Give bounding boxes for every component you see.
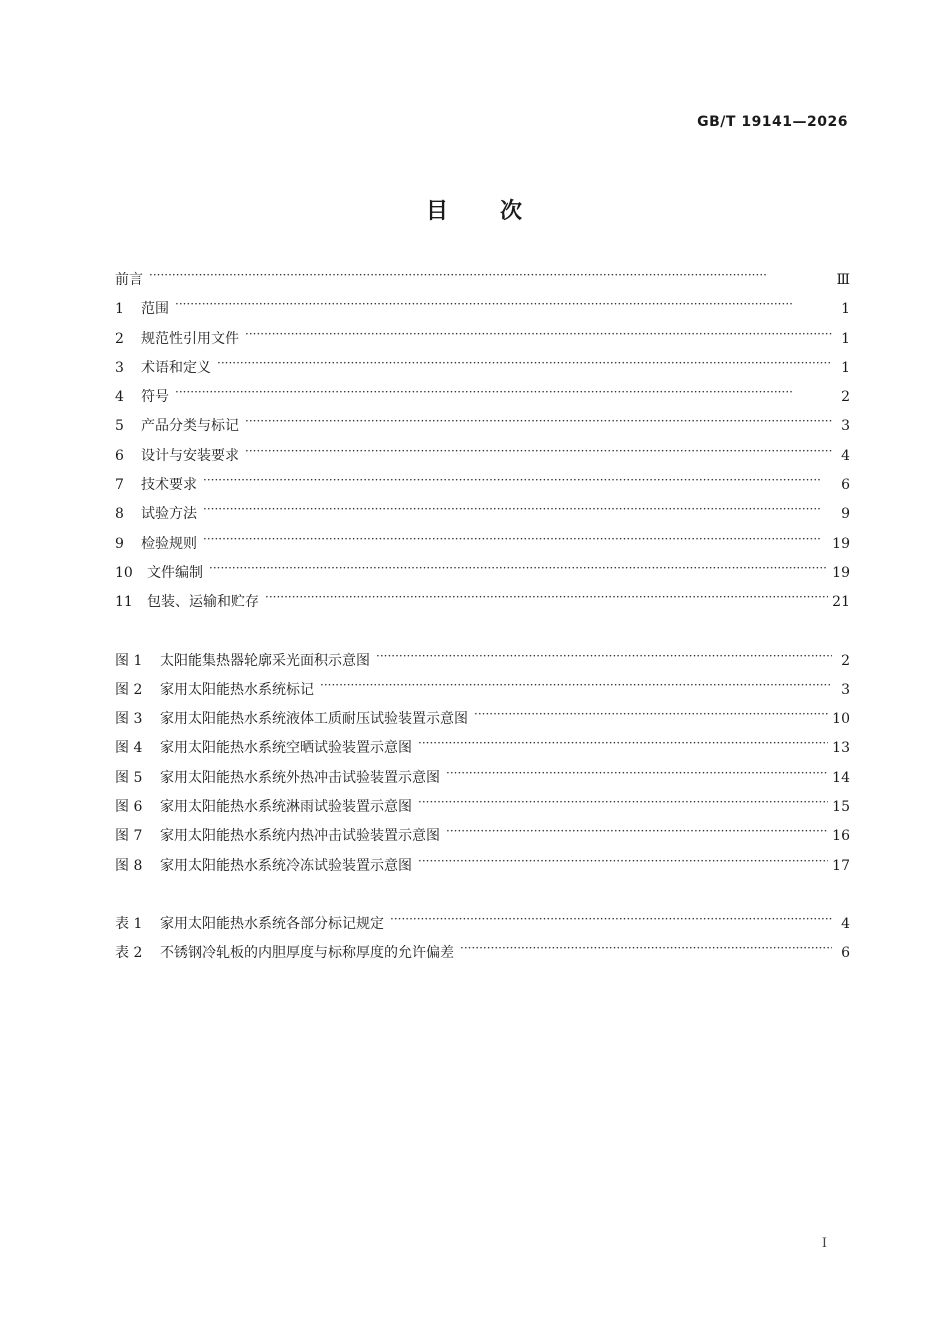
title-part-2: 次 (500, 199, 525, 224)
toc-dot-leader (245, 446, 832, 460)
toc-dot-leader (175, 387, 832, 401)
toc-entry-page: 13 (832, 740, 850, 757)
toc-entry-label: 规范性引用文件 (141, 330, 239, 347)
toc-entry[interactable] (115, 503, 850, 532)
toc-dot-leader (149, 270, 832, 284)
toc-entry-number: 4 (115, 389, 124, 406)
toc-entry-page: 19 (832, 535, 850, 552)
toc-entry-label: 太阳能集热器轮廓采光面积示意图 (160, 652, 370, 669)
toc-entry-label: 家用太阳能热水系统液体工质耐压试验装置示意图 (160, 711, 468, 728)
toc-dot-leader (203, 504, 832, 518)
toc-entry[interactable] (115, 474, 850, 503)
toc-entry-page: 14 (832, 769, 850, 786)
toc-dot-leader (418, 797, 828, 811)
toc-entry[interactable] (115, 855, 850, 884)
toc-entry-number: 表 1 (115, 915, 143, 932)
toc-entry-page: 1 (841, 330, 850, 347)
toc-entry-page: 9 (841, 506, 850, 523)
toc-entry-label: 试验方法 (141, 506, 197, 523)
toc-entry-label: 检验规则 (141, 535, 197, 552)
toc-figures (115, 650, 850, 884)
toc-dot-leader (460, 943, 832, 957)
toc-dot-leader (175, 299, 832, 313)
toc-dot-leader (446, 768, 828, 782)
toc-entry[interactable] (115, 650, 850, 679)
toc-entry-page: 4 (841, 447, 850, 464)
toc-tables (115, 913, 850, 972)
toc-entry-number: 1 (115, 301, 124, 318)
toc-dot-leader (217, 358, 832, 372)
toc-entry-label: 不锈钢冷轧板的内胆厚度与标称厚度的允许偏差 (160, 945, 454, 962)
toc-entry-page: 6 (841, 477, 850, 494)
toc-entry-label: 家用太阳能热水系统内热冲击试验装置示意图 (160, 828, 440, 845)
toc-entry-page: 16 (832, 828, 850, 845)
toc-entry-number: 2 (115, 330, 124, 347)
page-title (0, 194, 950, 225)
toc-entry-number: 7 (115, 477, 124, 494)
toc-entry-number: 图 5 (115, 769, 143, 786)
toc-dot-leader (376, 651, 832, 665)
toc-entry-page: 4 (841, 915, 850, 932)
standard-code: GB/T 19141—2026 (697, 114, 848, 130)
toc-entry-page: 6 (841, 945, 850, 962)
toc-entry-label: 符号 (141, 389, 169, 406)
toc-dot-leader (446, 826, 828, 840)
toc-entry-number: 5 (115, 418, 124, 435)
toc-dot-leader (245, 416, 832, 430)
toc-dot-leader (209, 563, 828, 577)
toc-entry[interactable] (115, 942, 850, 971)
toc-entry-page: 3 (841, 418, 850, 435)
toc-entry-label: 技术要求 (141, 477, 197, 494)
toc-dot-leader (203, 534, 828, 548)
toc-entry-number: 图 7 (115, 828, 143, 845)
toc-entry-page: 2 (841, 389, 850, 406)
toc-entry[interactable] (115, 357, 850, 386)
toc-entry[interactable] (115, 298, 850, 327)
toc-entry-number: 图 2 (115, 681, 143, 698)
toc-entry[interactable] (115, 562, 850, 591)
toc-entry-number: 图 4 (115, 740, 143, 757)
toc-entry-page: 15 (832, 799, 850, 816)
toc-entry-page: 3 (841, 681, 850, 698)
toc-entry-page: 2 (841, 652, 850, 669)
table-of-contents (115, 269, 850, 972)
toc-dot-leader (245, 329, 832, 343)
toc-entry-number: 3 (115, 359, 124, 376)
toc-dot-leader (418, 738, 828, 752)
toc-entry-number: 图 8 (115, 857, 143, 874)
toc-dot-leader (474, 709, 828, 723)
toc-entry-label: 文件编制 (147, 564, 203, 581)
toc-entry-page: 19 (832, 564, 850, 581)
toc-entry[interactable] (115, 679, 850, 708)
toc-dot-leader (320, 680, 832, 694)
toc-entry-page: Ⅲ (836, 272, 850, 288)
toc-entry-number: 图 1 (115, 652, 143, 669)
toc-entry-label: 家用太阳能热水系统标记 (160, 681, 314, 698)
toc-entry-label: 产品分类与标记 (141, 418, 239, 435)
toc-entry[interactable] (115, 533, 850, 562)
toc-entry-page: 10 (832, 711, 850, 728)
toc-entry[interactable] (115, 328, 850, 357)
toc-entry-number: 11 (115, 594, 133, 611)
toc-entry[interactable] (115, 737, 850, 766)
toc-entry-number: 8 (115, 506, 124, 523)
toc-entry-label: 范围 (141, 301, 169, 318)
toc-entry-label: 设计与安装要求 (141, 447, 239, 464)
toc-entry[interactable] (115, 708, 850, 737)
toc-entry-label: 术语和定义 (141, 359, 211, 376)
toc-entry[interactable] (115, 445, 850, 474)
toc-entry[interactable] (115, 591, 850, 620)
toc-entry-page: 1 (841, 359, 850, 376)
toc-sections (115, 269, 850, 621)
toc-entry[interactable] (115, 269, 850, 298)
toc-entry[interactable] (115, 386, 850, 415)
toc-entry-page: 1 (841, 301, 850, 318)
toc-entry-number: 图 6 (115, 799, 143, 816)
toc-dot-leader (265, 592, 828, 606)
toc-entry-number: 表 2 (115, 945, 143, 962)
page-number: I (821, 1236, 827, 1251)
toc-entry[interactable] (115, 767, 850, 796)
toc-entry-label: 家用太阳能热水系统淋雨试验装置示意图 (160, 799, 412, 816)
toc-entry-label: 家用太阳能热水系统冷冻试验装置示意图 (160, 857, 412, 874)
toc-entry[interactable] (115, 415, 850, 444)
toc-entry-number: 10 (115, 564, 133, 581)
toc-entry-label: 包装、运输和贮存 (147, 594, 259, 611)
toc-entry[interactable] (115, 825, 850, 854)
toc-entry-number: 图 3 (115, 711, 143, 728)
toc-dot-leader (418, 856, 828, 870)
toc-entry-page: 21 (832, 594, 850, 611)
toc-entry-label: 前言 (115, 272, 143, 288)
title-part-1: 目 (425, 199, 450, 224)
toc-entry-number: 9 (115, 535, 124, 552)
toc-dot-leader (390, 914, 832, 928)
toc-entry-label: 家用太阳能热水系统空晒试验装置示意图 (160, 740, 412, 757)
toc-entry[interactable] (115, 913, 850, 942)
toc-entry-label: 家用太阳能热水系统外热冲击试验装置示意图 (160, 769, 440, 786)
toc-entry-page: 17 (832, 857, 850, 874)
toc-entry-label: 家用太阳能热水系统各部分标记规定 (160, 915, 384, 932)
toc-entry-number: 6 (115, 447, 124, 464)
toc-entry[interactable] (115, 796, 850, 825)
toc-dot-leader (203, 475, 832, 489)
